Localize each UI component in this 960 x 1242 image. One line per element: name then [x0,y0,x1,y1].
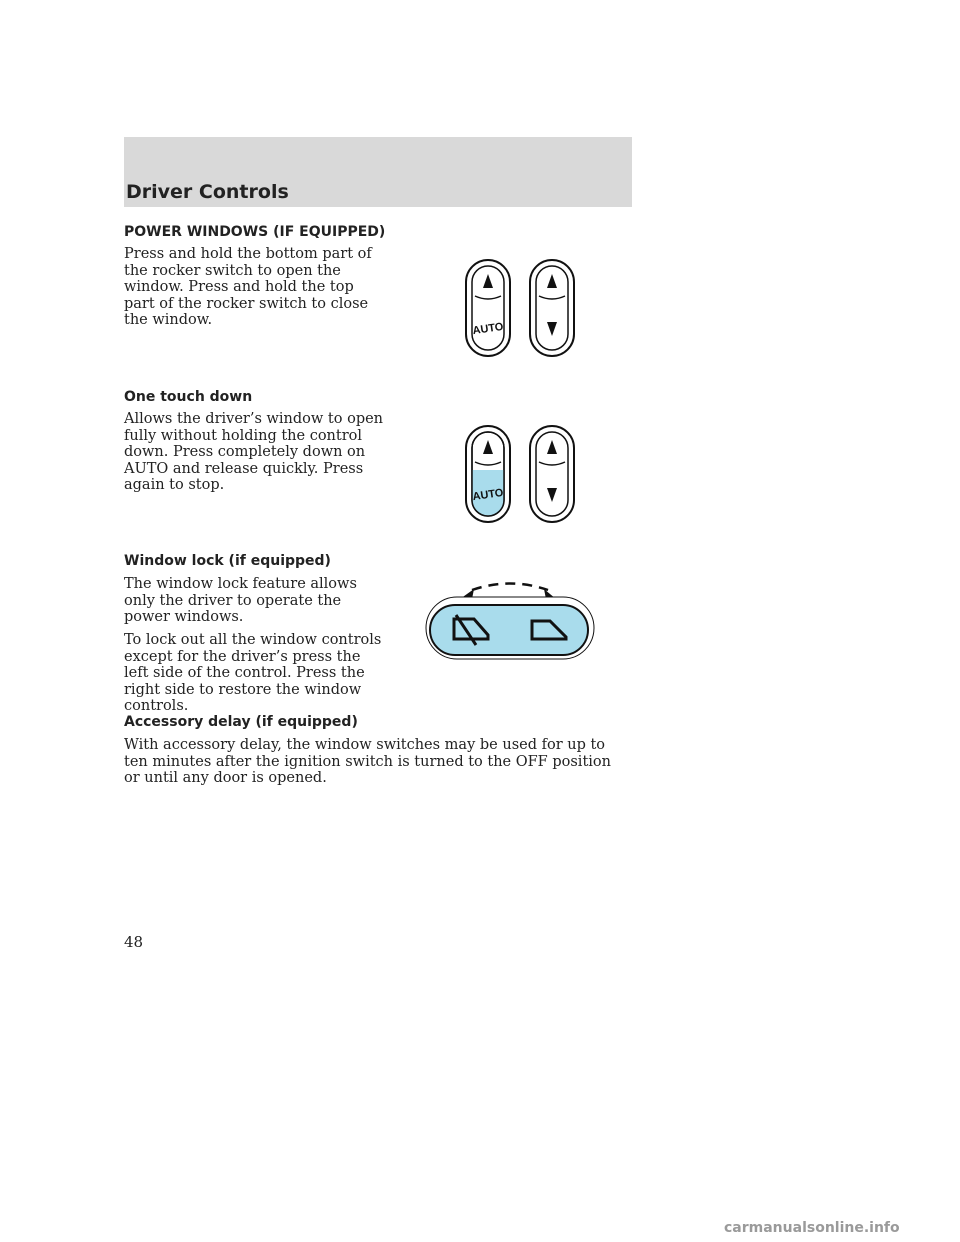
header-title: Driver Controls [126,181,289,203]
text-power-windows: Press and hold the bottom part of the rocker switch to open the window. Press and hold the top part of the rocker switch to close the window. [124,246,372,329]
heading-one-touch-down: One touch down [124,389,253,405]
text-accessory-delay: With accessory delay, the window switches may be used for up to ten minutes after the ignition switch is turned to the OFF position or until any door is opened. [124,737,611,787]
auto-switch [466,260,510,356]
passenger-switch [530,426,574,522]
window-lock-switch-figure [420,575,600,665]
auto-switch-pressed [466,426,510,522]
watermark: carmanualsonline.info [724,1220,900,1236]
window-switch-figure [455,252,585,362]
text-window-lock-1: The window lock feature allows only the driver to operate the power windows. [124,576,357,626]
page-number: 48 [124,933,144,951]
text-window-lock-2: To lock out all the window controls except for the driver’s press the left side of the control. Press the right side to restore the window controls. [124,632,382,715]
section-header [124,137,632,207]
one-touch-switch-figure [455,418,585,528]
auto-label: AUTO [471,320,505,338]
passenger-switch [530,260,574,356]
heading-accessory-delay: Accessory delay (if equipped) [124,714,358,730]
heading-window-lock: Window lock (if equipped) [124,553,331,569]
text-one-touch-down: Allows the driver’s window to open fully without holding the control down. Press completely down on AUTO and release quickly. Press again to stop. [124,411,384,494]
auto-label: AUTO [471,486,505,504]
heading-power-windows: POWER WINDOWS (IF EQUIPPED) [124,224,386,240]
